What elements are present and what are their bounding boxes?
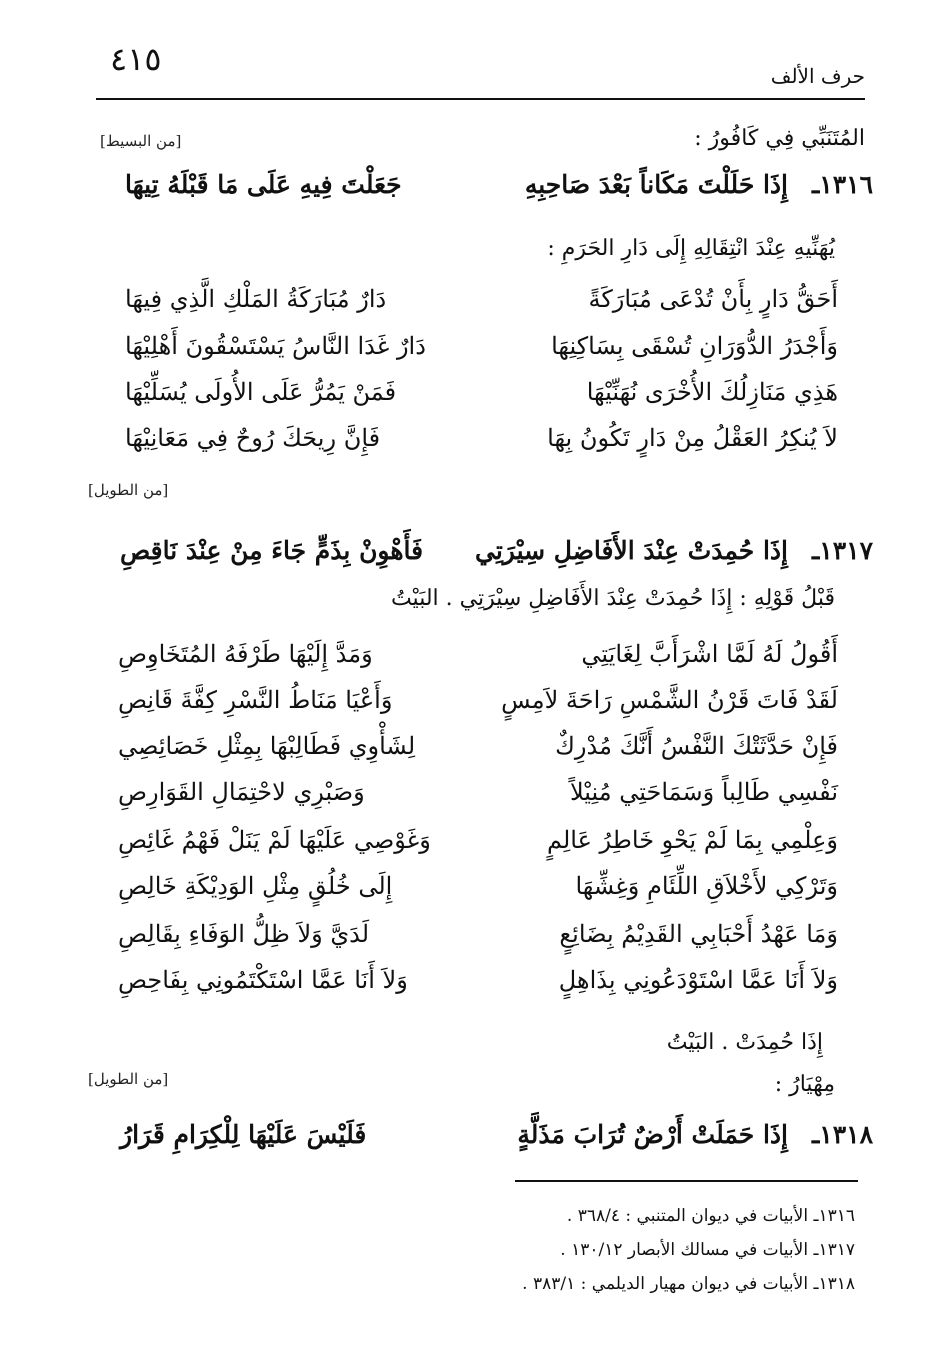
verse-right: وَتَرْكِي لأَخْلاَقِ اللِّئَامِ وَغِشِّهَا xyxy=(575,872,838,900)
verse-closing: إِذَا حُمِدَتْ . البَيْتُ xyxy=(666,1030,823,1055)
footnote: ١٣١٨ـ الأبيات في ديوان مهيار الديلمي : ٣٨٣/١ . xyxy=(522,1274,855,1294)
verse-right: وَأَجْدَرُ الدُّوَرَانِ تُسْقَى بِسَاكِنِهَا xyxy=(551,332,838,360)
verse-right: لاَ يُنكِرُ العَقْلُ مِنْ دَارٍ تَكُونُ بِهَا xyxy=(547,424,838,452)
entry-intro: المُتَنَبِّي فِي كَافُورُ : xyxy=(694,126,865,151)
verse-right: وَمَا عَهْدُ أَحْبَابِي القَدِيْمُ بِضَائِعٍ xyxy=(559,920,838,948)
verse-right: أَقُولُ لَهُ لَمَّا اشْرَأَبَّ لِغَايَتِي xyxy=(581,640,838,668)
header-divider xyxy=(96,98,865,100)
main-verse-left: جَعَلْتَ فِيهِ عَلَى مَا قَبْلَهُ تِيهَا xyxy=(125,170,402,199)
page-number: ٤١٥ xyxy=(110,40,162,78)
meter-label: [من البسيط] xyxy=(100,132,182,150)
main-verse-right: إِذَا حَلَلْتَ مَكَاناً بَعْدَ صَاحِبِهِ xyxy=(524,170,788,199)
verse-left: دَارٌ غَدَا النَّاسُ يَسْتَسْقُونَ أَهْلِيْهَا xyxy=(125,332,426,360)
verse-left: دَارٌ مُبَارَكَةُ المَلْكِ الَّذِي فِيهَا xyxy=(125,285,387,313)
footnote: ١٣١٦ـ الأبيات في ديوان المتنبي : ٣٦٨/٤ . xyxy=(566,1206,855,1226)
entry-subintro: قَبْلُ قَوْلِهِ : إِذَا حُمِدَتْ عِنْدَ الأَفَاضِلِ سِيْرَتِي . البَيْتُ xyxy=(390,586,835,611)
main-verse-right: إِذَا حُمِدَتْ عِنْدَ الأَفَاضِلِ سِيْرَتِي xyxy=(474,536,788,565)
entry-subintro: يُهَنِّيهِ عِنْدَ انْتِقَالِهِ إِلَى دَارِ الحَرَمِ : xyxy=(547,236,835,261)
meter-label: [من الطويل] xyxy=(88,1070,169,1088)
verse-right: فَإِنْ حَدَّثَتْكَ النَّفْسُ أَنَّكَ مُدْرِكٌ xyxy=(555,732,838,760)
main-verse-right: إِذَا حَمَلَتْ أَرْضٌ تُرَابَ مَذَلَّةٍ xyxy=(517,1120,788,1149)
verse-left: وَلاَ أَنَا عَمَّا اسْتَكْتَمُونِي بِفَاحِصِ xyxy=(118,966,408,994)
meter-label: [من الطويل] xyxy=(88,481,169,499)
main-verse-left: فَأَهْوِنْ بِذَمٍّ جَاءَ مِنْ عِنْدَ نَاقِصِ xyxy=(120,536,424,565)
verse-right: وَلاَ أَنَا عَمَّا اسْتَوْدَعُونِي بِذَاهِلٍ xyxy=(558,966,838,994)
verse-right: لَقَدْ فَاتَ قَرْنُ الشَّمْسِ رَاحَةَ لاَمِسٍ xyxy=(501,686,838,714)
entry-intro: مِهْيَارُ : xyxy=(774,1072,835,1097)
running-title: حرف الألف xyxy=(770,64,865,88)
verse-left: لِشَأْوِي فَطَالِبْهَا بِمِثْلِ خَصَائِصِي xyxy=(118,732,416,760)
verse-left: وَأَعْيَا مَنَاطُ النَّسْرِ كِفَّةَ قَانِصِ xyxy=(118,686,393,714)
verse-right: نَفْسِي طَالِباً وَسَمَاحَتِي مُنِيْلاً xyxy=(569,778,838,806)
verse-left: وَمَدَّ إِلَيْهَا طَرْفَهُ المُتَخَاوِصِ xyxy=(118,640,373,668)
verse-left: فَإِنَّ رِيحَكَ رُوحٌ فِي مَعَانِيْهَا xyxy=(125,424,381,452)
verse-left: لَدَيَّ وَلاَ ظِلُّ الوَفَاءِ بِقَالِصِ xyxy=(118,920,370,948)
footnote: ١٣١٧ـ الأبيات في مسالك الأبصار ١٣٠/١٢ . xyxy=(560,1240,855,1260)
verse-left: وَغَوْصِي عَلَيْهَا لَمْ يَنَلْ فَهْمُ غَائِصِ xyxy=(118,826,431,854)
verse-number: ١٣١٨ـ xyxy=(811,1120,873,1149)
verse-number: ١٣١٧ـ xyxy=(811,536,873,565)
main-verse-left: فَلَيْسَ عَلَيْهَا لِلْكِرَامِ قَرَارُ xyxy=(120,1120,367,1149)
verse-number: ١٣١٦ـ xyxy=(811,170,873,199)
footnote-divider xyxy=(515,1180,858,1182)
verse-left: إِلَى خُلُقٍ مِثْلِ الوَدِيْكَةِ خَالِصِ xyxy=(118,872,393,900)
verse-right: أَحَقُّ دَارٍ بِأَنْ تُدْعَى مُبَارَكَةً xyxy=(588,285,838,313)
verse-right: وَعِلْمِي بِمَا لَمْ يَحْوِ خَاطِرُ عَالِمٍ xyxy=(546,826,838,854)
verse-right: هَذِي مَنَازِلُكَ الأُخْرَى نُهَنِّيْهَا xyxy=(586,378,838,406)
verse-left: فَمَنْ يَمُرُّ عَلَى الأُولَى يُسَلِّيْهَا xyxy=(125,378,397,406)
verse-left: وَصَبْرِي لاحْتِمَالِ القَوَارِصِ xyxy=(118,778,365,806)
